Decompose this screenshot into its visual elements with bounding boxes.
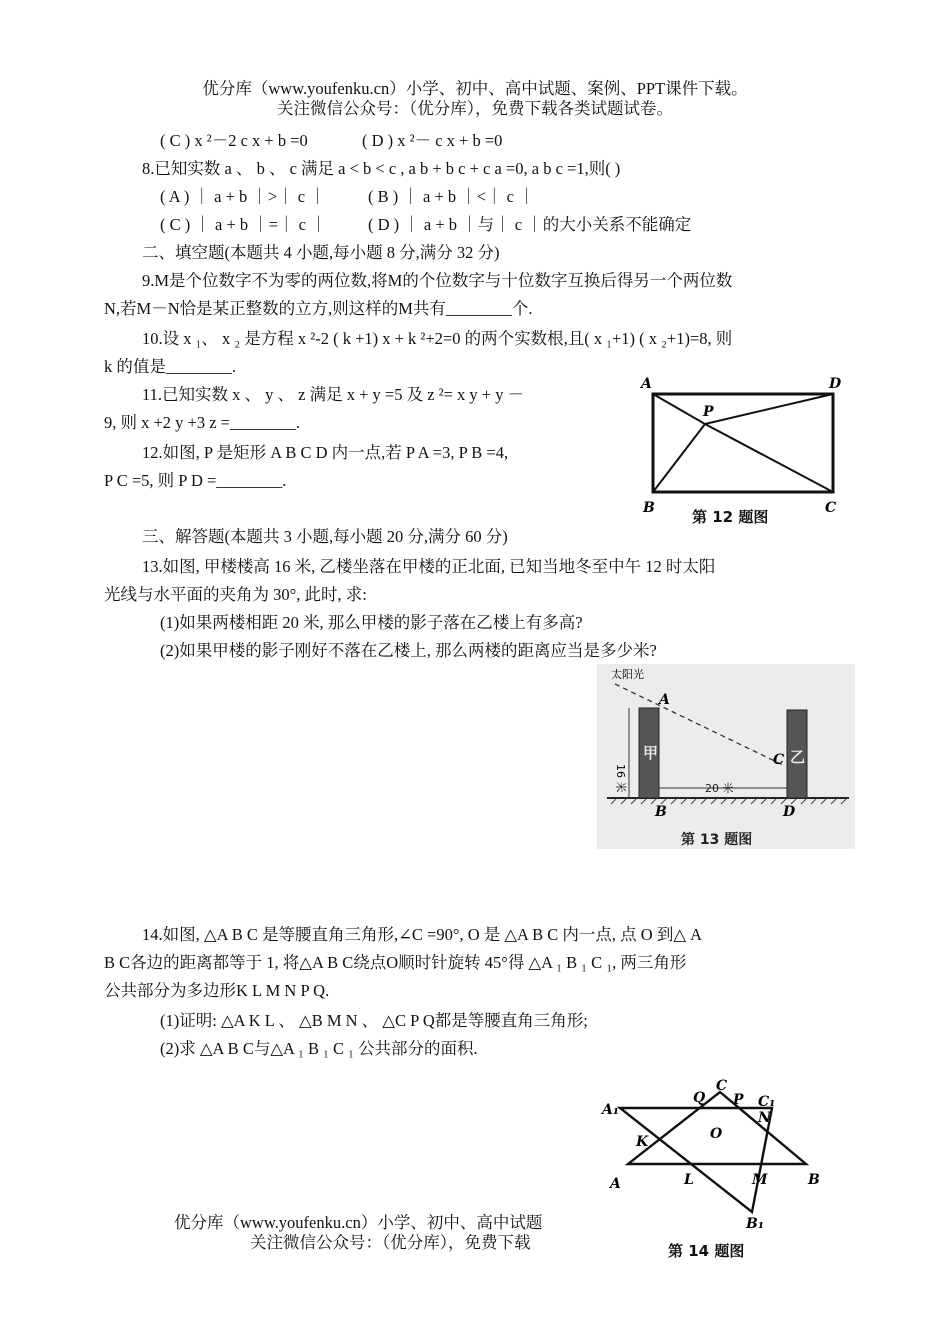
fig12-caption: 第 12 题图: [692, 508, 769, 526]
q14-part-2: (2)求 △A B C与△A ₁ B ₁ C ₁ 公共部分的面积.: [160, 1039, 478, 1058]
q7-option-c: ( C ) x ²－2 c x + b =0: [160, 131, 308, 150]
q7-option-d: ( D ) x ²－ c x + b =0: [362, 131, 503, 150]
q14-line-3: 公共部分为多边形K L M N P Q.: [104, 981, 330, 1000]
fig14-label-b: B: [808, 1172, 820, 1188]
q8-option-d: ( D ) ｜ a + b ｜与｜ c ｜的大小关系不能确定: [368, 215, 692, 234]
q10-line-2: k 的值是________.: [104, 357, 236, 376]
fig13-sun-label: 太阳光: [611, 668, 644, 681]
fig13-label-c: C: [773, 752, 785, 768]
figure-13: [597, 664, 855, 849]
fig14-label-q: Q: [693, 1090, 706, 1106]
q14-part-1: (1)证明: △A K L 、 △B M N 、 △C P Q都是等腰直角三角形;: [160, 1011, 588, 1030]
fig13-label-d: D: [783, 804, 796, 820]
q8-option-b: ( B ) ｜ a + b ｜<｜ c ｜: [368, 187, 535, 206]
fig13-background: [597, 664, 855, 849]
q14-line-1: 14.如图, △A B C 是等腰直角三角形,∠C =90°, O 是 △A B C 内一点, 点 O 到△ A: [142, 925, 703, 944]
segment-pd: [705, 394, 833, 424]
fig14-label-c: C: [716, 1078, 728, 1094]
fig13-building-yi-label: 乙: [790, 748, 806, 766]
fig14-label-n: N: [758, 1110, 771, 1126]
header-line-2: 关注微信公众号：（优分库），免费下载各类试题试卷。: [277, 99, 673, 118]
fig12-label-b: B: [643, 500, 655, 516]
fig14-caption: 第 14 题图: [668, 1242, 745, 1260]
figure-14: [600, 1072, 835, 1272]
fig12-label-d: D: [829, 376, 842, 392]
q11-line-1: 11.已知实数 x 、 y 、 z 满足 x + y =5 及 z ²= x y + y －: [142, 385, 525, 404]
section-2-title: 二、填空题(本题共 4 小题,每小题 8 分,满分 32 分): [142, 243, 500, 262]
q13-part-1: (1)如果两楼相距 20 米, 那么甲楼的影子落在乙楼上有多高?: [160, 613, 583, 632]
q8-option-a: ( A ) ｜ a + b ｜>｜ c ｜: [160, 187, 326, 206]
q12-line-2: P C =5, 则 P D =________.: [104, 471, 287, 490]
fig14-label-l: L: [684, 1172, 694, 1188]
fig14-label-p: P: [733, 1092, 744, 1108]
fig14-label-k: K: [636, 1134, 649, 1150]
q13-line-2: 光线与水平面的夹角为 30°, 此时, 求:: [104, 585, 367, 604]
fig14-label-o: O: [710, 1126, 723, 1142]
q14-line-2: B C各边的距离都等于 1, 将△A B C绕点O顺时针旋转 45°得 △A ₁ B ₁ C ₁, 两三角形: [104, 953, 687, 972]
q13-line-1: 13.如图, 甲楼楼高 16 米, 乙楼坐落在甲楼的正北面, 已知当地冬至中午 12 时太阳: [142, 557, 716, 576]
fig12-label-p: P: [703, 404, 714, 420]
q10-line-1: 10.设 x ₁、 x ₂ 是方程 x ²-2 ( k +1) x + k ²+2=0 的两个实数根,且( x ₁+1) ( x ₂+1)=8, 则: [142, 329, 733, 348]
q8-stem: 8.已知实数 a 、 b 、 c 满足 a < b < c , a b + b c + c a =0, a b c =1,则( ): [142, 159, 621, 178]
fig13-label-a: A: [659, 692, 670, 708]
footer-line-1: 优分库（www.youfenku.cn）小学、初中、高中试题: [174, 1213, 543, 1232]
fig13-building-jia-label: 甲: [643, 744, 659, 762]
fig13-label-b: B: [655, 804, 667, 820]
fig13-height-label: 16 米: [614, 764, 627, 793]
q12-line-1: 12.如图, P 是矩形 A B C D 内一点,若 P A =3, P B =4,: [142, 443, 509, 462]
q9-line-2: N,若M－N恰是某正整数的立方,则这样的M共有________个.: [104, 299, 533, 318]
fig14-label-c1: C₁: [758, 1094, 776, 1110]
fig12-label-a: A: [641, 376, 652, 392]
fig14-label-m: M: [752, 1172, 768, 1188]
footer-line-2: 关注微信公众号：（优分库），免费下载: [250, 1233, 531, 1252]
q11-line-2: 9, 则 x +2 y +3 z =________.: [104, 413, 301, 432]
fig14-label-a: A: [610, 1176, 621, 1192]
segment-pc: [705, 424, 833, 492]
header-line-1: 优分库（www.youfenku.cn）小学、初中、高中试题、案例、PPT课件下载。: [202, 79, 748, 98]
section-3-title: 三、解答题(本题共 3 小题,每小题 20 分,满分 60 分): [142, 527, 508, 546]
q13-part-2: (2)如果甲楼的影子刚好不落在乙楼上, 那么两楼的距离应当是多少米?: [160, 641, 657, 660]
fig13-distance-label: 20 米: [705, 782, 734, 795]
fig14-label-b1: B₁: [746, 1216, 764, 1232]
triangle-a1b1c1: [620, 1108, 772, 1212]
fig14-label-a1: A₁: [602, 1102, 619, 1118]
q9-line-1: 9.M是个位数字不为零的两位数,将M的个位数字与十位数字互换后得另一个两位数: [142, 271, 733, 290]
fig13-caption: 第 13 题图: [681, 832, 753, 848]
q8-option-c: ( C ) ｜ a + b ｜=｜ c ｜: [160, 215, 327, 234]
fig12-label-c: C: [825, 500, 837, 516]
segment-pa: [653, 394, 705, 424]
segment-pb: [653, 424, 705, 492]
